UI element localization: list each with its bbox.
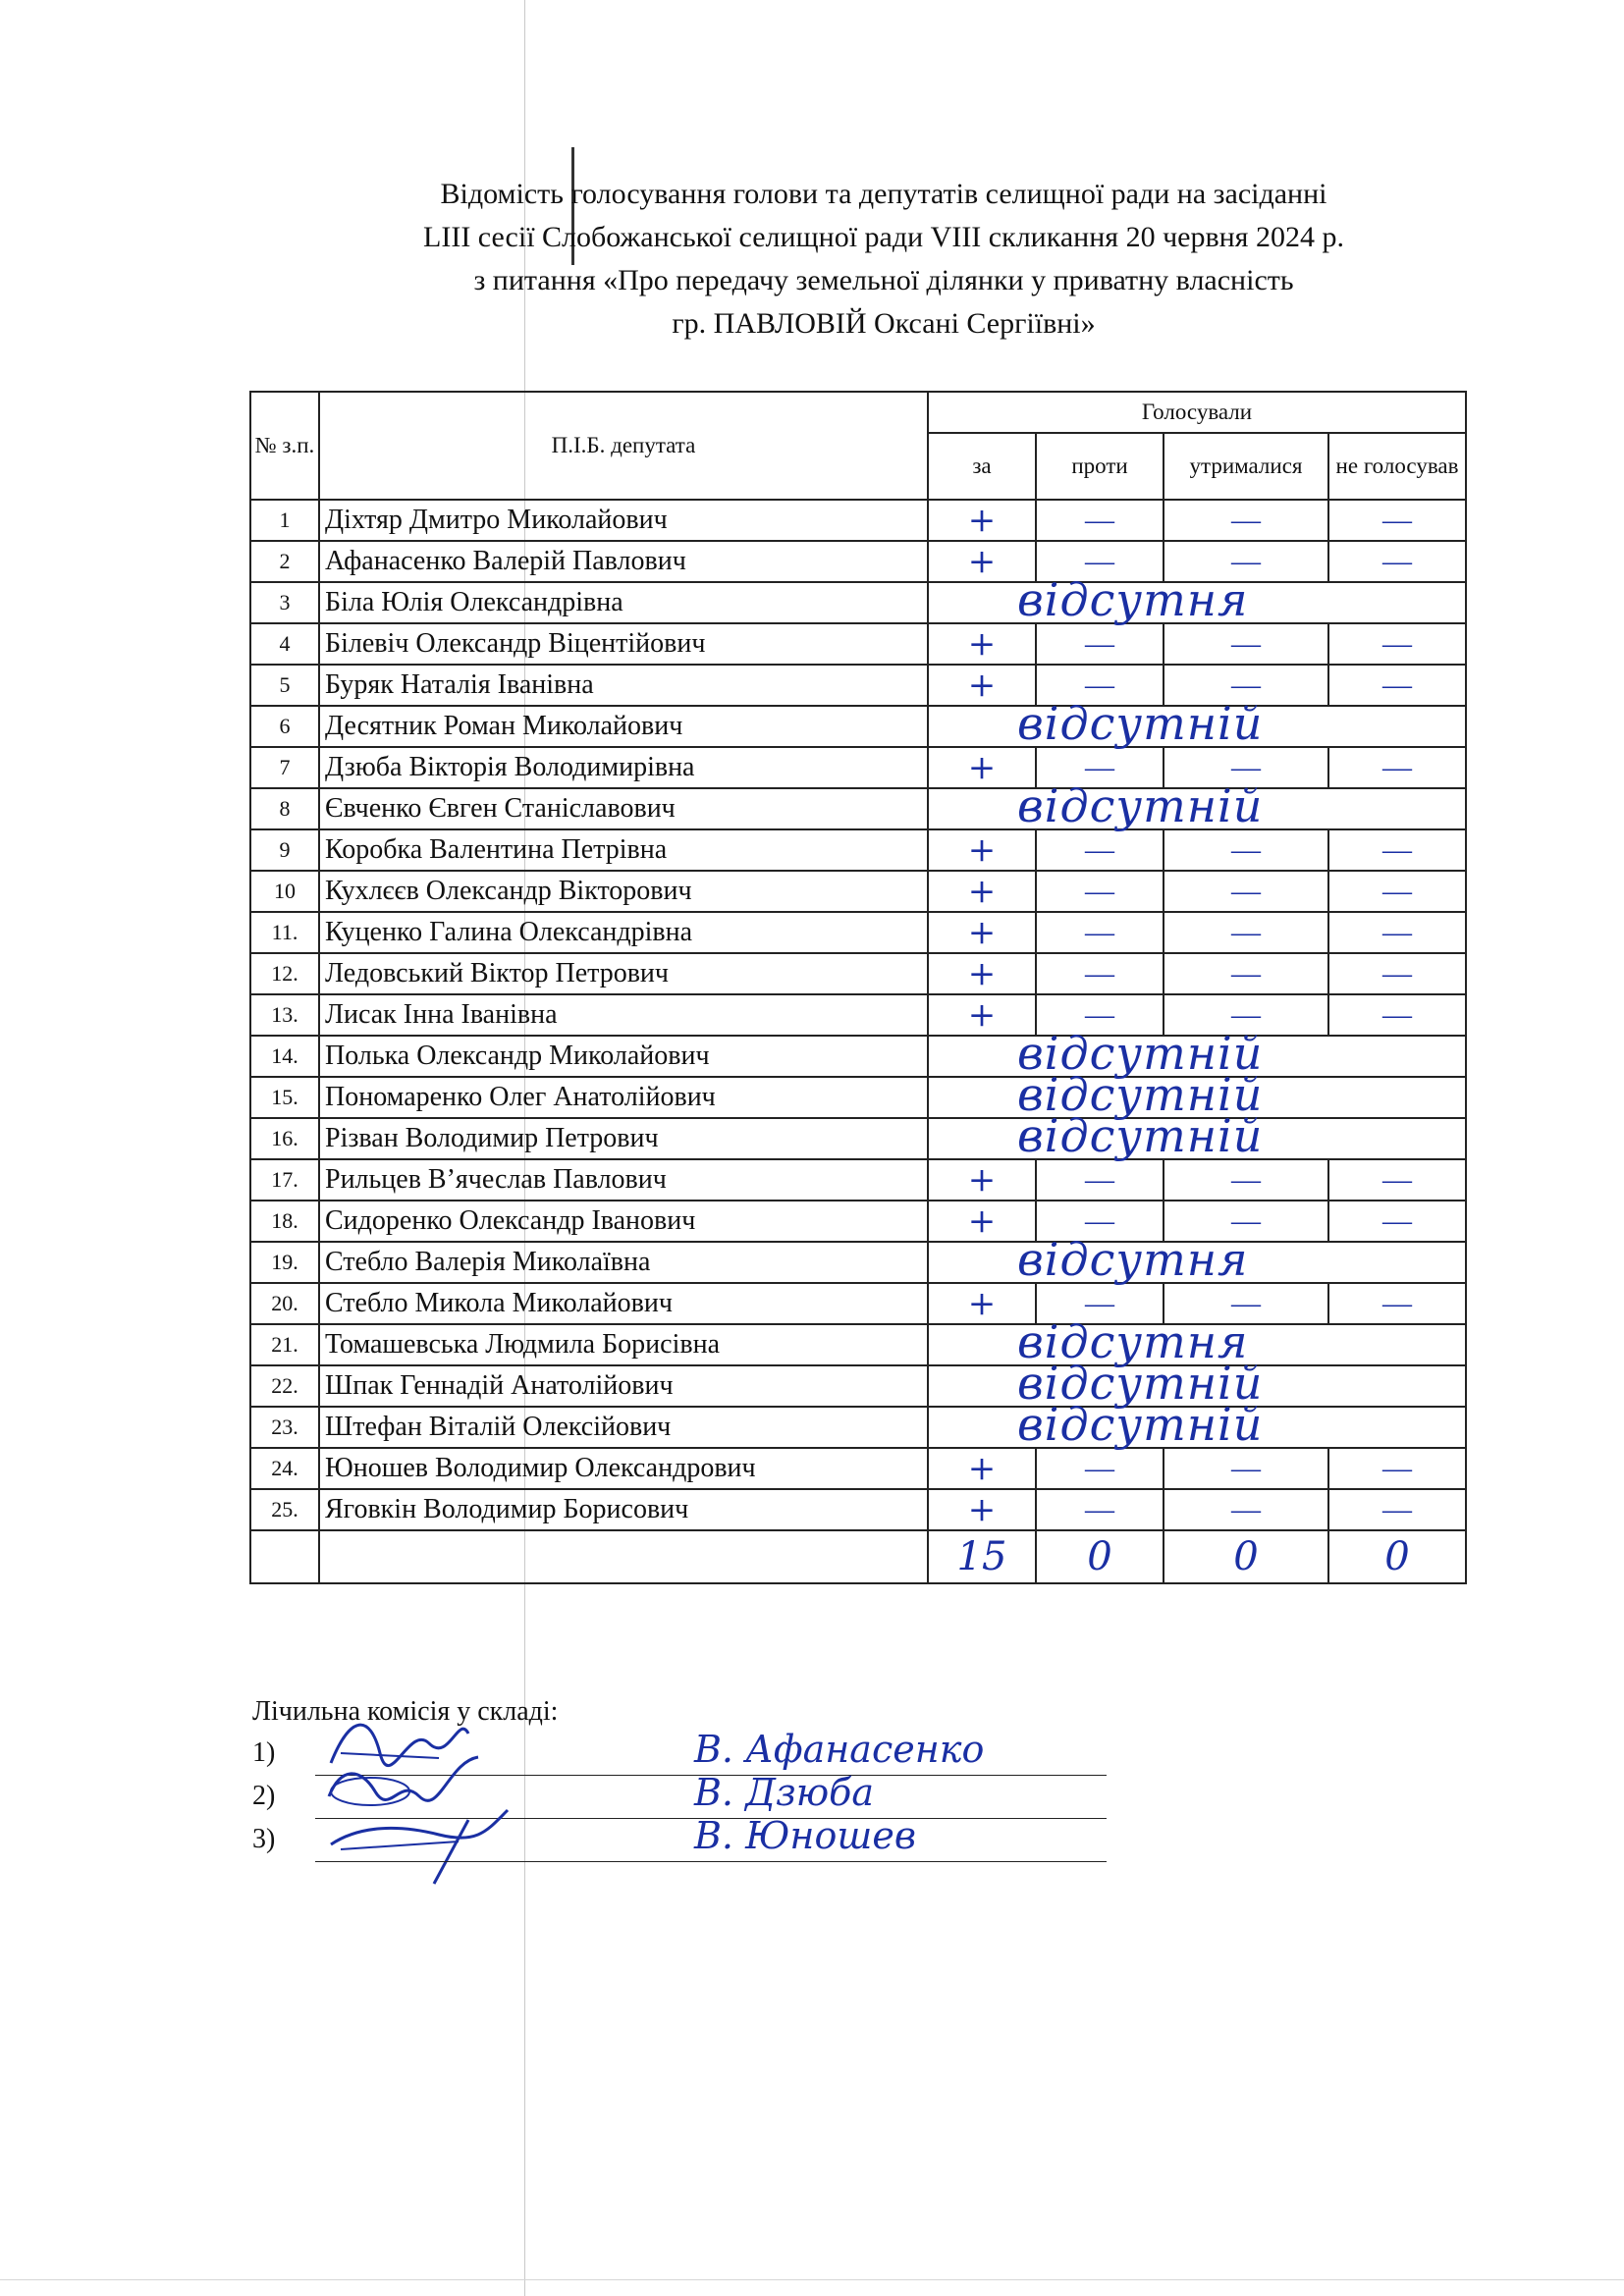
vote-for: +	[928, 665, 1036, 706]
table-row	[250, 747, 1466, 788]
absent-mark: відсутній	[1017, 1357, 1264, 1410]
deputy-name: Коробка Валентина Петрівна	[319, 829, 928, 871]
vote-not-voted: —	[1328, 747, 1466, 788]
vote-against: —	[1036, 994, 1164, 1036]
voting-table-body	[250, 500, 1466, 1530]
vote-for: +	[928, 1448, 1036, 1489]
deputy-name: Ледовський Віктор Петрович	[319, 953, 928, 994]
title-line-3: з питання «Про передачу земельної ділянки у приватну власність	[473, 264, 1294, 296]
deputy-name: Яговкін Володимир Борисович	[319, 1489, 928, 1530]
deputy-name: Штефан Віталій Олексійович	[319, 1407, 928, 1448]
vote-not-voted: —	[1328, 1159, 1466, 1201]
deputy-name: Афанасенко Валерій Павлович	[319, 541, 928, 582]
vote-not-voted: —	[1328, 829, 1466, 871]
vote-abstained: —	[1164, 953, 1328, 994]
row-number: 17.	[250, 1159, 319, 1201]
deputy-name: Сидоренко Олександр Іванович	[319, 1201, 928, 1242]
table-row	[250, 1201, 1466, 1242]
signature-row-3	[252, 1814, 1107, 1867]
table-row	[250, 500, 1466, 541]
vote-not-voted: —	[1328, 953, 1466, 994]
vote-for: +	[928, 912, 1036, 953]
table-row	[250, 582, 1466, 623]
deputy-name: Буряк Наталія Іванівна	[319, 665, 928, 706]
signature-name-3: В. Юношев	[694, 1814, 916, 1857]
vote-abstained: —	[1164, 747, 1328, 788]
vote-against: —	[1036, 1489, 1164, 1530]
row-number: 11.	[250, 912, 319, 953]
vote-not-voted: —	[1328, 1489, 1466, 1530]
table-row	[250, 706, 1466, 747]
vote-abstained: —	[1164, 541, 1328, 582]
vote-abstained: —	[1164, 623, 1328, 665]
row-number: 8	[250, 788, 319, 829]
deputy-name: Полька Олександр Миколайович	[319, 1036, 928, 1077]
row-number: 24.	[250, 1448, 319, 1489]
table-row	[250, 1365, 1466, 1407]
title-line-4: гр. ПАВЛОВІЙ Оксані Сергіївні»	[672, 307, 1096, 340]
table-row	[250, 623, 1466, 665]
vote-not-voted: —	[1328, 994, 1466, 1036]
table-row	[250, 953, 1466, 994]
deputy-name: Лисак Інна Іванівна	[319, 994, 928, 1036]
table-row	[250, 1283, 1466, 1324]
row-number: 15.	[250, 1077, 319, 1118]
voting-table	[249, 391, 1467, 1584]
vote-not-voted: —	[1328, 1283, 1466, 1324]
row-number: 10	[250, 871, 319, 912]
header-number: № з.п.	[250, 392, 319, 500]
absent-mark: відсутня	[1017, 1233, 1249, 1286]
absent-mark: відсутній	[1017, 1109, 1264, 1162]
row-number: 4	[250, 623, 319, 665]
vote-against: —	[1036, 1283, 1164, 1324]
vote-not-voted: —	[1328, 871, 1466, 912]
vote-abstained: —	[1164, 912, 1328, 953]
vote-for: +	[928, 953, 1036, 994]
row-number: 25.	[250, 1489, 319, 1530]
absent-mark: відсутній	[1017, 1027, 1264, 1080]
row-number: 21.	[250, 1324, 319, 1365]
vote-not-voted: —	[1328, 1448, 1466, 1489]
deputy-name: Стебло Микола Миколайович	[319, 1283, 928, 1324]
vote-against: —	[1036, 747, 1164, 788]
absent-mark: відсутній	[1017, 697, 1264, 750]
absent-mark: відсутня	[1017, 573, 1249, 626]
vote-against: —	[1036, 1201, 1164, 1242]
absent-cell	[928, 573, 1466, 626]
totals-empty-number	[250, 1530, 319, 1583]
deputy-name: Діхтяр Дмитро Миколайович	[319, 500, 928, 541]
deputy-name: Різван Володимир Петрович	[319, 1118, 928, 1159]
vote-not-voted: —	[1328, 623, 1466, 665]
header-for: за	[928, 433, 1036, 500]
absent-cell	[928, 1398, 1466, 1451]
deputy-name: Білевіч Олександр Віцентійович	[319, 623, 928, 665]
row-number: 1	[250, 500, 319, 541]
document-title	[245, 173, 1522, 346]
signature-name-1: В. Афанасенко	[694, 1728, 985, 1771]
vote-for: +	[928, 623, 1036, 665]
vote-for: +	[928, 871, 1036, 912]
vote-not-voted: —	[1328, 1201, 1466, 1242]
deputy-name: Пономаренко Олег Анатолійович	[319, 1077, 928, 1118]
table-row	[250, 829, 1466, 871]
table-row	[250, 871, 1466, 912]
vote-for: +	[928, 500, 1036, 541]
vote-abstained: —	[1164, 829, 1328, 871]
deputy-name: Дзюба Вікторія Володимирівна	[319, 747, 928, 788]
deputy-name: Рильцев В’ячеслав Павлович	[319, 1159, 928, 1201]
table-row	[250, 665, 1466, 706]
table-row	[250, 1324, 1466, 1365]
vote-against: —	[1036, 665, 1164, 706]
row-number: 18.	[250, 1201, 319, 1242]
table-row	[250, 1036, 1466, 1077]
vote-abstained: —	[1164, 1201, 1328, 1242]
row-number: 16.	[250, 1118, 319, 1159]
header-abstained: утрималися	[1164, 433, 1328, 500]
vote-against: —	[1036, 871, 1164, 912]
absent-cell	[928, 1109, 1466, 1162]
vote-against: —	[1036, 1448, 1164, 1489]
row-number: 5	[250, 665, 319, 706]
vote-for: +	[928, 1159, 1036, 1201]
title-line-2: LIII сесії Слобожанської селищної ради VIII скликання 20 червня 2024 р.	[423, 221, 1344, 253]
vote-abstained: —	[1164, 994, 1328, 1036]
vote-for: +	[928, 1489, 1036, 1530]
table-row	[250, 1118, 1466, 1159]
row-number: 20.	[250, 1283, 319, 1324]
vote-for: +	[928, 747, 1036, 788]
handwritten-signature-3	[321, 1790, 517, 1889]
vote-against: —	[1036, 953, 1164, 994]
commission-label: Лічильна комісія у складі:	[252, 1696, 559, 1727]
signature-number-1: 1)	[252, 1737, 276, 1768]
header-voted: Голосували	[928, 392, 1466, 433]
absent-mark: відсутній	[1017, 1398, 1264, 1451]
deputy-name: Стебло Валерія Миколаївна	[319, 1242, 928, 1283]
row-number: 6	[250, 706, 319, 747]
deputy-name: Куценко Галина Олександрівна	[319, 912, 928, 953]
deputy-name: Кухлєєв Олександр Вікторович	[319, 871, 928, 912]
signature-number-3: 3)	[252, 1824, 276, 1854]
vote-for: +	[928, 1283, 1036, 1324]
signature-number-2: 2)	[252, 1781, 276, 1811]
table-row	[250, 1077, 1466, 1118]
table-row	[250, 788, 1466, 829]
title-line-1: Відомість голосування голови та депутатів селищної ради на засіданні	[440, 178, 1327, 210]
table-row	[250, 994, 1466, 1036]
absent-cell	[928, 779, 1466, 832]
total-for: 15	[928, 1530, 1036, 1583]
total-abstained: 0	[1164, 1530, 1328, 1583]
table-row	[250, 541, 1466, 582]
absent-cell	[928, 1233, 1466, 1286]
table-row	[250, 1242, 1466, 1283]
deputy-name: Євченко Євген Станіславович	[319, 788, 928, 829]
deputy-name: Біла Юлія Олександрівна	[319, 582, 928, 623]
absent-mark: відсутній	[1017, 1068, 1264, 1121]
row-number: 2	[250, 541, 319, 582]
vote-abstained: —	[1164, 871, 1328, 912]
total-not-voted: 0	[1328, 1530, 1466, 1583]
row-number: 22.	[250, 1365, 319, 1407]
deputy-name: Томашевська Людмила Борисівна	[319, 1324, 928, 1365]
absent-cell	[928, 697, 1466, 750]
row-number: 3	[250, 582, 319, 623]
vote-for: +	[928, 829, 1036, 871]
signature-name-2: В. Дзюба	[694, 1771, 875, 1814]
totals-row	[250, 1530, 1466, 1583]
row-number: 12.	[250, 953, 319, 994]
vote-abstained: —	[1164, 1448, 1328, 1489]
absent-mark: відсутня	[1017, 1315, 1249, 1368]
vote-for: +	[928, 541, 1036, 582]
absent-mark: відсутній	[1017, 779, 1264, 832]
table-row	[250, 1159, 1466, 1201]
vote-abstained: —	[1164, 1489, 1328, 1530]
vote-for: +	[928, 1201, 1036, 1242]
vote-not-voted: —	[1328, 912, 1466, 953]
header-not-voted: не голосував	[1328, 433, 1466, 500]
vote-abstained: —	[1164, 1283, 1328, 1324]
deputy-name: Юношев Володимир Олександрович	[319, 1448, 928, 1489]
header-name: П.І.Б. депутата	[319, 392, 928, 500]
row-number: 9	[250, 829, 319, 871]
scan-bottom-line	[0, 2279, 1624, 2280]
row-number: 23.	[250, 1407, 319, 1448]
deputy-name: Десятник Роман Миколайович	[319, 706, 928, 747]
header-against: проти	[1036, 433, 1164, 500]
vote-against: —	[1036, 912, 1164, 953]
vote-against: —	[1036, 623, 1164, 665]
row-number: 13.	[250, 994, 319, 1036]
table-row	[250, 1407, 1466, 1448]
vote-against: —	[1036, 1159, 1164, 1201]
row-number: 14.	[250, 1036, 319, 1077]
vote-abstained: —	[1164, 665, 1328, 706]
row-number: 19.	[250, 1242, 319, 1283]
vote-against: —	[1036, 541, 1164, 582]
table-row	[250, 1448, 1466, 1489]
vote-not-voted: —	[1328, 500, 1466, 541]
deputy-name: Шпак Геннадій Анатолійович	[319, 1365, 928, 1407]
vote-abstained: —	[1164, 1159, 1328, 1201]
vote-not-voted: —	[1328, 665, 1466, 706]
vote-against: —	[1036, 500, 1164, 541]
vote-not-voted: —	[1328, 541, 1466, 582]
totals-empty-name	[319, 1530, 928, 1583]
row-number: 7	[250, 747, 319, 788]
table-row	[250, 1489, 1466, 1530]
total-against: 0	[1036, 1530, 1164, 1583]
signature-line-3	[315, 1861, 1107, 1862]
table-row	[250, 912, 1466, 953]
vote-against: —	[1036, 829, 1164, 871]
vote-abstained: —	[1164, 500, 1328, 541]
vote-for: +	[928, 994, 1036, 1036]
